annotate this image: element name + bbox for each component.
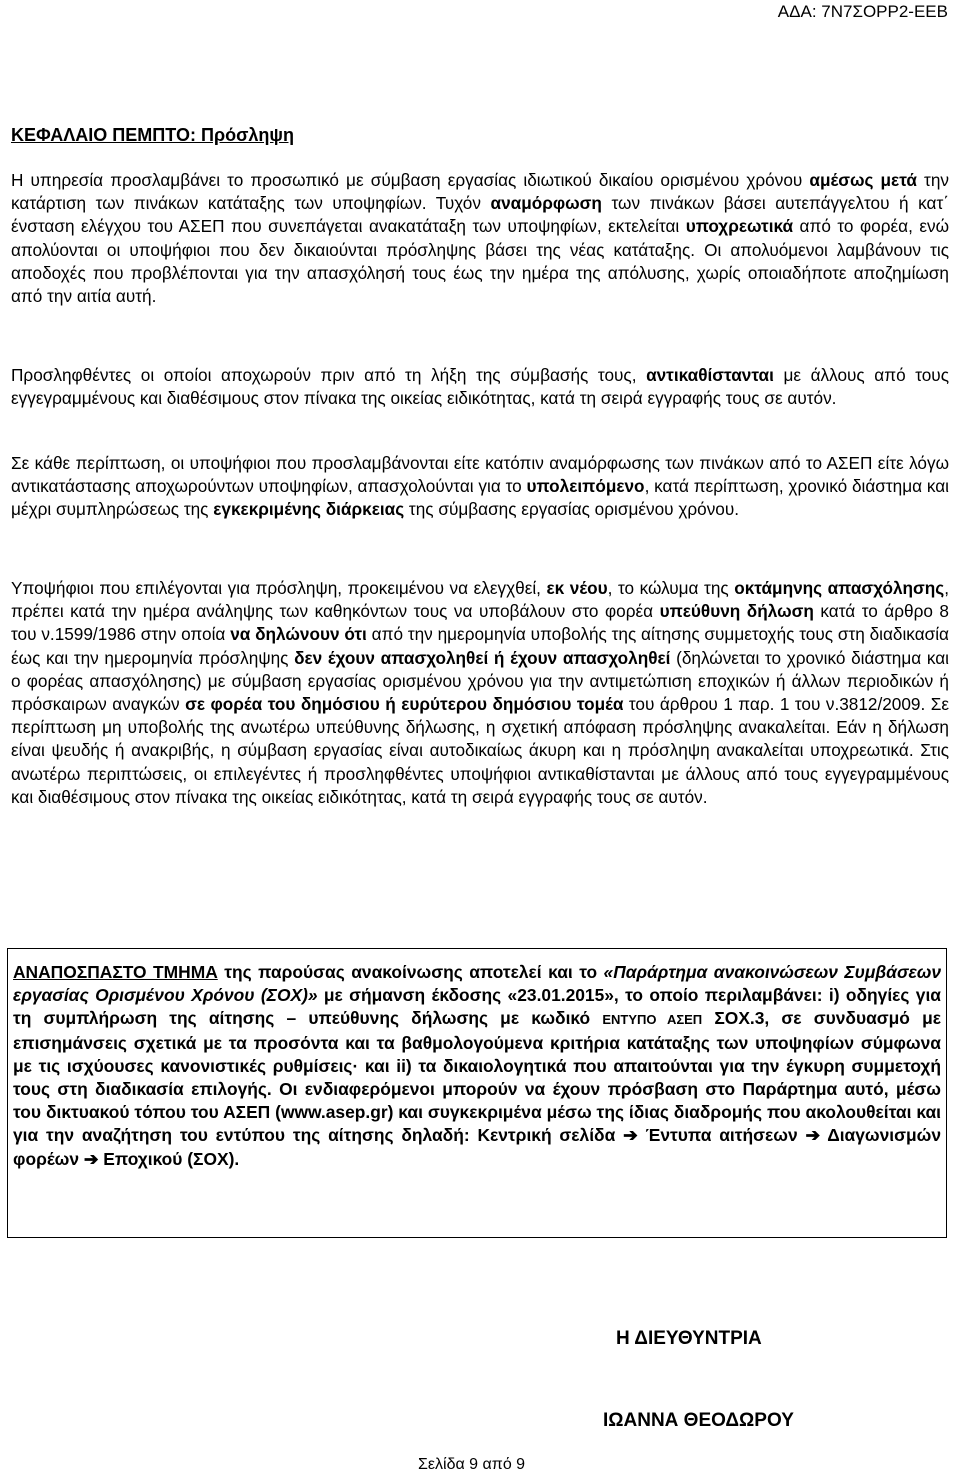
paragraph-4 — [11, 577, 949, 809]
signature-name: ΙΩΑΝΝΑ ΘΕΟΔΩΡΟΥ — [603, 1410, 794, 1431]
bold-text: υπεύθυνη δήλωση — [659, 601, 814, 622]
bold-text: εκ νέου — [546, 578, 608, 598]
bold-text: εγκεκριμένης διάρκειας — [213, 499, 405, 520]
annex-notice-box — [7, 948, 947, 1238]
bold-text: αναμόρφωση — [490, 193, 602, 214]
text: με άλλους από τους εγγεγραμμένους και διαθέσιμους στον πίνακα της οικείας ειδικότητας, κατά τη σειρά εγγραφής τους σε αυτόν. — [11, 365, 949, 409]
chapter-title: ΚΕΦΑΛΑΙΟ ΠΕΜΠΤΟ: Πρόσληψη — [11, 125, 294, 145]
text: Σε κάθε περίπτωση, οι υποψήφιοι που προσλαμβάνονται είτε κατόπιν αναμόρφωσης των πινάκων από το ΑΣΕΠ είτε λόγω αντικατάστασης αποχωρούντων υποψηφίων, απασχολούνται για το — [11, 453, 949, 497]
text: ΣΟΧ.3, σε συνδυασμό με επισημάνσεις σχετικά με τα προσόντα και τα βαθμολογούμενα κριτήρια κατάταξης των υποψηφίων σύμφωνα με τις ισχύουσες κανονιστικές ρυθμίσεις· και ii) τα δικαιολογητικά που απαιτούνται για την έγκυρη συμμετοχή τους στη διαδικασία επιλογής. Οι ενδιαφερόμενοι μπορούν να έχουν πρόσβαση στο Παράρτημα αυτό, μέσω του δικτυακού τόπου του ΑΣΕΠ (www.asep.gr) και συγκεκριμένα μέσω της ίδιας διαδρομής που ακολουθείται και για την αναζήτηση του εντύπου της αίτησης δηλαδή: — [13, 1008, 941, 1146]
signature-title: Η ΔΙΕΥΘΥΝΤΡΙΑ — [616, 1328, 762, 1349]
arrow-right-icon: ➔ — [805, 1125, 821, 1146]
paragraph-2 — [11, 364, 949, 410]
text: (δηλώνεται το χρονικό διάστημα και ο φορέας απασχόλησης) με σύμβαση εργασίας ορισμένου χρόνου για την αντιμετώπιση εποχικών ή άλλων περιοδικών ή πρόσκαιρων αναγκών — [11, 647, 949, 715]
text: την κατάρτιση των πινάκων κατάταξης των υποψηφίων. Τυχόν — [11, 170, 950, 214]
nav-path-4: Εποχικού (ΣΟΧ). — [103, 1148, 240, 1169]
arrow-right-icon: ➔ — [83, 1148, 99, 1169]
bold-text: υπολειπόμενο — [526, 476, 645, 497]
text: , κατά περίπτωση, χρονικό διάστημα και μέχρι συμπληρώσεως της — [11, 476, 950, 520]
text: , το κώλυμα της — [607, 578, 735, 598]
bold-text: υποχρεωτικά — [685, 216, 794, 237]
bold-text: δεν έχουν απασχοληθεί ή έχουν απασχοληθεί — [294, 647, 671, 668]
nav-path-2: Έντυπα αιτήσεων — [645, 1125, 798, 1146]
text: Υποψήφιοι που επιλέγονται για πρόσληψη, προκειμένου να ελεγχθεί, — [11, 578, 547, 598]
paragraph-3 — [11, 452, 949, 522]
text: των πινάκων βάσει αυτεπάγγελτου ή κατ΄ ένσταση ελέγχου του ΑΣΕΠ που συνεπάγεται ανακατάταξη των υποψηφίων, εκτελείται — [11, 193, 949, 237]
italic-text: «Παράρτημα ανακοινώσεων Συμβάσεων εργασίας Ορισμένου Χρόνου (ΣΟΧ)» — [13, 962, 941, 1006]
text: από την ημερομηνία υποβολής της αίτησης συμμετοχής τους στη διαδικασία έως και την ημερομηνία πρόσληψης — [11, 624, 949, 668]
nav-path-1: Κεντρική σελίδα — [477, 1125, 616, 1146]
underlined-heading: ΑΝΑΠΟΣΠΑΣΤΟ ΤΜΗΜΑ — [13, 962, 218, 982]
text: από το φορέα, ενώ απολύονται οι υποψήφιοι που δεν δικαιούνται πρόσληψης βάσει της νέας κατάταξης. Οι απολυόμενοι λαμβάνουν τις αποδοχές που προβλέπονται για την απασχόλησή τους έως την ημέρα της απόλυσης, χωρίς οποιαδήποτε αποζημίωση από την αιτία αυτή. — [11, 216, 950, 307]
text: της σύμβασης εργασίας ορισμένου χρόνου. — [404, 499, 740, 520]
text: με σήμανση έκδοσης «23.01.2015», το οποίο περιλαμβάνει: i) οδηγίες για τη συμπλήρωση της αίτησης – υπεύθυνης δήλωσης με κωδικό — [13, 985, 941, 1029]
bold-text: να δηλώνουν ότι — [230, 624, 367, 645]
bold-text: αντικαθίστανται — [646, 365, 774, 385]
arrow-right-icon: ➔ — [623, 1125, 638, 1146]
text: κατά το άρθρο 8 του ν.1599/1986 στην οποία — [11, 601, 949, 645]
sep — [638, 1125, 646, 1145]
ada-code: ΑΔΑ: 7Ν7ΣΟΡΡ2-ΕΕΒ — [777, 2, 948, 21]
bold-text: σε φορέα του δημόσιου ή ευρύτερου δημόσιου τομέα — [185, 694, 624, 715]
page-number: Σελίδα 9 από 9 — [418, 1456, 526, 1473]
paragraph-1 — [11, 169, 949, 308]
text: του άρθρου 1 παρ. 1 του ν.3812/2009. Σε περίπτωση μη υποβολής της ανωτέρω υπεύθυνης δήλωσης, η σχετική απόφαση πρόσληψης ανακαλείται. Εάν η δήλωση είναι ψευδής ή ανακριβής, η σύμβαση εργασίας είναι αυτοδικαίως άκυρη και η πρόσληψη ανακαλείται υποχρεωτικά. Στις ανωτέρω περιπτώσεις, οι επιλεγέντες ή προσληφθέντες υποψήφιοι αντικαθίστανται με άλλους από τους εγγεγραμμένους και διαθέσιμους στον πίνακα της οικείας ειδικότητας, κατά τη σειρά εγγραφής τους σε αυτόν. — [11, 694, 949, 807]
annex-notice-text — [13, 961, 941, 1171]
text: , πρέπει κατά την ημέρα ανάληψης των καθηκόντων τους να υποβάλουν στο φορέα — [11, 578, 949, 622]
text: Η υπηρεσία προσλαμβάνει το προσωπικό με σύμβαση εργασίας ιδιωτικού δικαίου ορισμένου χρόνου — [11, 170, 810, 190]
text: της παρούσας ανακοίνωσης αποτελεί και το — [217, 962, 604, 982]
bold-text: οκτάμηνης απασχόλησης — [734, 578, 945, 598]
small-code: ΕΝΤΥΠΟ ΑΣΕΠ — [602, 1012, 703, 1028]
text: Προσληφθέντες οι οποίοι αποχωρούν πριν από τη λήξη της σύμβασής τους, — [11, 365, 647, 385]
sep — [615, 1125, 623, 1145]
nav-path-3: Διαγωνισμών φορέων — [13, 1125, 941, 1169]
bold-text: αμέσως μετά — [809, 170, 917, 190]
